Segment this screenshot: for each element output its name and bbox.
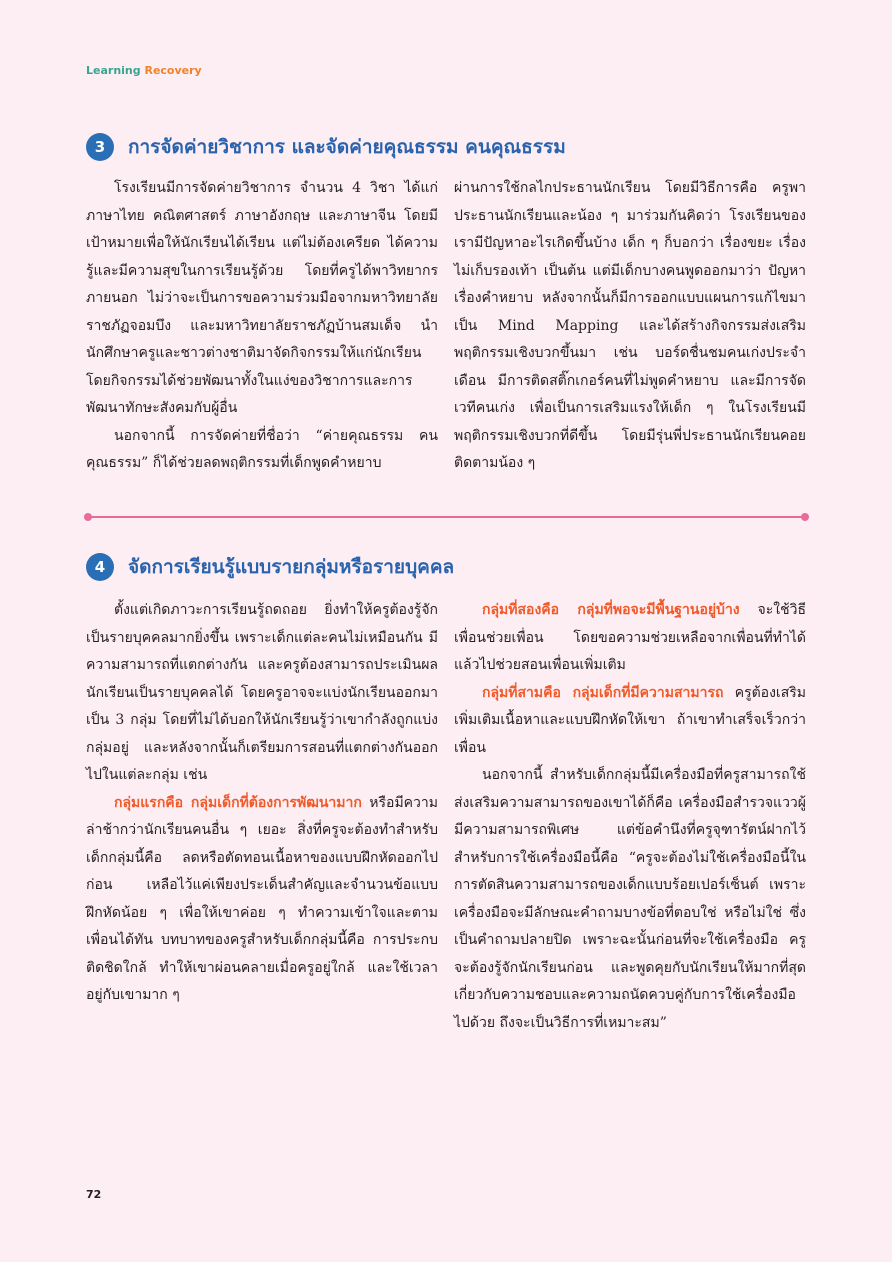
group-2-text: จะใช้วิธีเพื่อนช่วยเพื่อน โดยขอความช่วยเหลือจากเพื่อนที่ทำได้แล้วไปช่วยสอนเพื่อนเพิ่มเติม [454,602,806,673]
group-2-label: กลุ่มที่สองคือ กลุ่มที่พอจะมีพื้นฐานอยู่บ้าง [482,602,740,618]
section-3-paragraph-1: โรงเรียนมีการจัดค่ายวิชาการ จำนวน 4 วิชา ได้แก่ ภาษาไทย คณิตศาสตร์ ภาษาอังกฤษ และภาษาจีน โดยมีเป้าหมายเพื่อให้นักเรียนได้เรียน แต่ไม่ต้องเครียด ได้ความรู้และมีความสุขในการเรียนรู้ด้วย โดยที่ครูได้พาวิทยากรภายนอก ไม่ว่าจะเป็นการขอความร่วมมือจากมหาวิทยาลัยราชภัฏจอมบึง และมหาวิทยาลัยราชภัฏบ้านสมเด็จ นำนักศึกษาครูและชาวต่างชาติมาจัดกิจกรรมให้แก่นักเรียน โดยกิจกรรมได้ช่วยพัฒนาทั้งในแง่ของวิชาการและการพัฒนาทักษะสังคมกับผู้อื่น [86,180,438,416]
divider-dot-right [801,513,809,521]
section-4-left-column [86,597,438,1010]
section-3-right-column [454,175,806,478]
section-3-title: การจัดค่ายวิชาการ และจัดค่ายคุณธรรม คนคุณธรรม [128,136,566,158]
section-3-heading [86,132,566,162]
divider-dot-left [84,513,92,521]
section-3-number-badge: 3 [86,133,114,161]
group-1-label: กลุ่มแรกคือ กลุ่มเด็กที่ต้องการพัฒนามาก [114,794,362,811]
group-3-paragraph [454,680,806,763]
section-3-left-column [86,175,438,478]
section-4-intro-paragraph: ตั้งแต่เกิดภาวะการเรียนรู้ถดถอย ยิ่งทำให้ครูต้องรู้จักเป็นรายบุคคลมากยิ่งขึ้น เพราะเด็กแต่ละคนไม่เหมือนกัน มีความสามารถที่แตกต่างกัน และครูต้องสามารถประเมินผลนักเรียนเป็นรายบุคคลได้ โดยครูอาจจะแบ่งนักเรียนออกมาเป็น 3 กลุ่ม โดยที่ไม่ได้บอกให้นักเรียนรู้ว่าเขากำลังถูกแบ่งกลุ่มอยู่ และหลังจากนั้นก็เตรียมการสอนที่แตกต่างกันออกไปในแต่ละกลุ่ม เช่น [86,602,438,783]
section-4-heading [86,552,454,582]
group-3-text: ครูต้องเสริม เพิ่มเติมเนื้อหาและแบบฝึกหัดให้เขา ถ้าเขาทำเสร็จเร็วกว่าเพื่อน [454,684,807,756]
header-recovery: Recovery [144,64,202,77]
section-divider [86,516,806,518]
tool-paragraph: นอกจากนี้ สำหรับเด็กกลุ่มนี้มีเครื่องมือที่ครูสามารถใช้ส่งเสริมความสามารถของเขาได้ก็คือ เครื่องมือสำรวจแววผู้มีความสามารถพิเศษ แต่ข้อคำนึงที่ครูจุฑารัตน์ฝากไว้สำหรับการใช้เครื่องมือนี้คือ “ครูจะต้องไม่ใช้เครื่องมือนี้ในการตัดสินความสามารถของเด็กแบบร้อยเปอร์เซ็นต์ เพราะเครื่องมือจะมีลักษณะคำถามบางข้อที่ตอบใช่ หรือไม่ใช่ ซึ่งเป็นคำถามปลายปิด เพราะฉะนั้นก่อนที่จะใช้เครื่องมือ ครูจะต้องรู้จักนักเรียนก่อน และพูดคุยกับนักเรียนให้มากที่สุดเกี่ยวกับความชอบและความถนัดควบคู่กับการใช้เครื่องมือไปด้วย ถึงจะเป็นวิธีการที่เหมาะสม” [454,767,806,1031]
section-3-paragraph-2: นอกจากนี้ การจัดค่ายที่ชื่อว่า “ค่ายคุณธรรม คนคุณธรรม” ก็ได้ช่วยลดพฤติกรรมที่เด็กพูดคำหยาบ [86,427,438,471]
section-3-paragraph-3: ผ่านการใช้กลไกประธานนักเรียน โดยมีวิธีการคือ ครูพาประธานนักเรียนและน้อง ๆ มาร่วมกันคิดว่า โรงเรียนของเรามีปัญหาอะไรเกิดขึ้นบ้าง เด็ก ๆ ก็บอกว่า เรื่องขยะ เรื่องไม่เก็บรองเท้า เป็นต้น แต่มีเด็กบางคนพูดออกมาว่า ปัญหาเรื่องคำหยาบ หลังจากนั้นก็มีการออกแบบแผนการแก้ไขมาเป็น Mind Mapping และได้สร้างกิจกรรมส่งเสริมพฤติกรรมเชิงบวกขึ้นมา เช่น บอร์ดชื่นชมคนเก่งประจำเดือน มีการติดสติ๊กเกอร์คนที่ไม่พูดคำหยาบ และมีการจัดเวทีคนเก่ง เพื่อเป็นการเสริมแรงให้เด็ก ๆ ในโรงเรียนมีพฤติกรรมเชิงบวกที่ดีขึ้น โดยมีรุ่นพี่ประธานนักเรียนคอยติดตามน้อง ๆ [454,180,806,471]
group-2-paragraph [454,597,806,680]
group-1-text: หรือมีความล่าช้ากว่านักเรียนคนอื่น ๆ เยอะ สิ่งที่ครูจะต้องทำสำหรับเด็กกลุ่มนี้คือ ลดหรือตัดทอนเนื้อหาของแบบฝึกหัดออกไปก่อน เหลือไว้แค่เพียงประเด็นสำคัญและจำนวนข้อแบบฝึกหัดน้อย ๆ เพื่อให้เขาค่อย ๆ ทำความเข้าใจและตามเพื่อนได้ทัน บทบาทของครูสำหรับเด็กกลุ่มนี้คือ การประกบติดชิดใกล้ ทำให้เขาผ่อนคลายเมื่อครูอยู่ใกล้ และใช้เวลาอยู่กับเขามาก ๆ [86,794,439,1003]
section-4-title: จัดการเรียนรู้แบบรายกลุ่มหรือรายบุคคล [128,556,455,578]
section-4-number-badge: 4 [86,553,114,581]
group-1-paragraph [86,790,438,1010]
group-3-label: กลุ่มที่สามคือ กลุ่มเด็กที่มีความสามารถ [482,684,724,701]
running-header [86,64,202,77]
header-learning: Learning [86,64,141,77]
page-number: 72 [86,1188,102,1201]
section-4-right-column [454,597,806,1037]
